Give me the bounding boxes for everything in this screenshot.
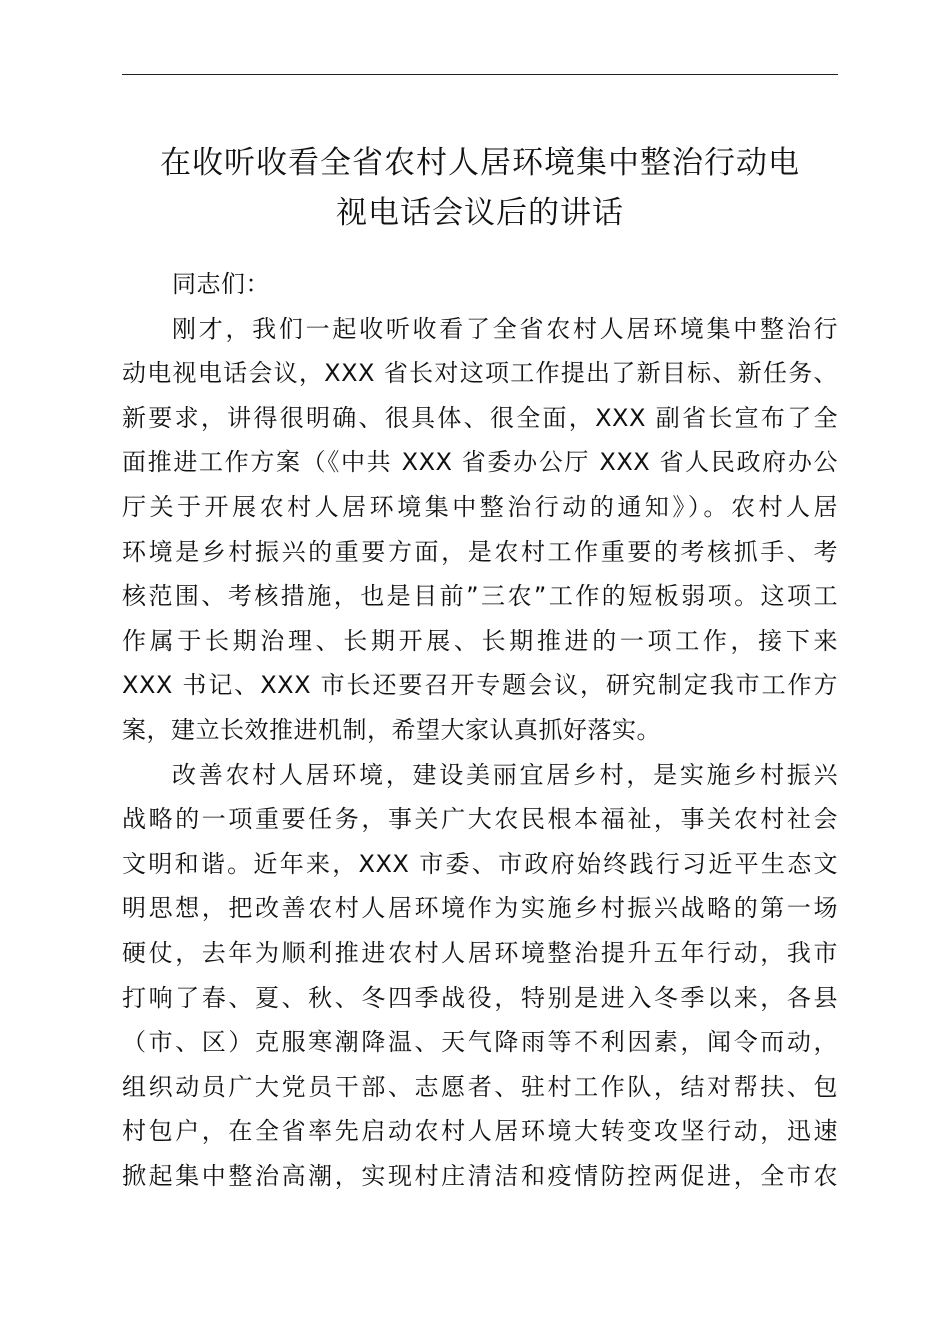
paragraph-line: 战略的一项重要任务，事关广大农民根本福祉，事关农村社会: [122, 805, 838, 834]
paragraph-line: 面推进工作方案（《中共 XXX 省委办公厅 XXX 省人民政府办公: [122, 448, 838, 477]
title-line-1: 在收听收看全省农村人居环境集中整治行动电: [160, 145, 800, 181]
paragraph-line: 新要求，讲得很明确、很具体、很全面，XXX 副省长宣布了全: [122, 403, 838, 432]
paragraph-line: 组织动员广大党员干部、志愿者、驻村工作队，结对帮扶、包: [122, 1072, 838, 1101]
paragraph-line: 厅关于开展农村人居环境集中整治行动的通知》）。农村人居: [122, 492, 838, 521]
salutation: 同志们：: [172, 270, 270, 298]
paragraph-line: XXX 书记、XXX 市长还要召开专题会议，研究制定我市工作方: [122, 671, 838, 700]
paragraph-line: （市、区）克服寒潮降温、天气降雨等不利因素，闻令而动，: [122, 1028, 838, 1057]
paragraph-1: [122, 307, 838, 753]
paragraph-line: 掀起集中整治高潮，实现村庄清洁和疫情防控两促进，全市农: [122, 1161, 838, 1190]
paragraph-line: 环境是乡村振兴的重要方面，是农村工作重要的考核抓手、考: [122, 537, 838, 566]
paragraph-line: 改善农村人居环境，建设美丽宜居乡村，是实施乡村振兴: [172, 760, 838, 789]
paragraph-2: [122, 753, 838, 1199]
paragraph-line: 村包户，在全省率先启动农村人居环境大转变攻坚行动，迅速: [122, 1117, 838, 1146]
paragraph-line: 作属于长期治理、长期开展、长期推进的一项工作，接下来: [122, 626, 838, 655]
paragraph-line: 文明和谐。近年来，XXX 市委、市政府始终践行习近平生态文: [122, 849, 838, 878]
paragraph-line: 案，建立长效推进机制，希望大家认真抓好落实。: [122, 715, 661, 744]
paragraph-line: 动电视电话会议，XXX 省长对这项工作提出了新目标、新任务、: [122, 359, 838, 388]
paragraph-line: 硬仗，去年为顺利推进农村人居环境整治提升五年行动，我市: [122, 938, 838, 967]
paragraph-line: 刚才，我们一起收听收看了全省农村人居环境集中整治行: [172, 314, 838, 343]
title-line-2: 视电话会议后的讲话: [336, 195, 624, 231]
paragraph-line: 明思想，把改善农村人居环境作为实施乡村振兴战略的第一场: [122, 894, 838, 923]
document-body: [122, 262, 838, 1198]
document-title: [122, 138, 838, 238]
paragraph-line: 打响了春、夏、秋、冬四季战役，特别是进入冬季以来，各县: [122, 983, 838, 1012]
header-rule: [122, 74, 838, 75]
paragraph-line: 核范围、考核措施，也是目前”三农”工作的短板弱项。这项工: [122, 582, 838, 611]
